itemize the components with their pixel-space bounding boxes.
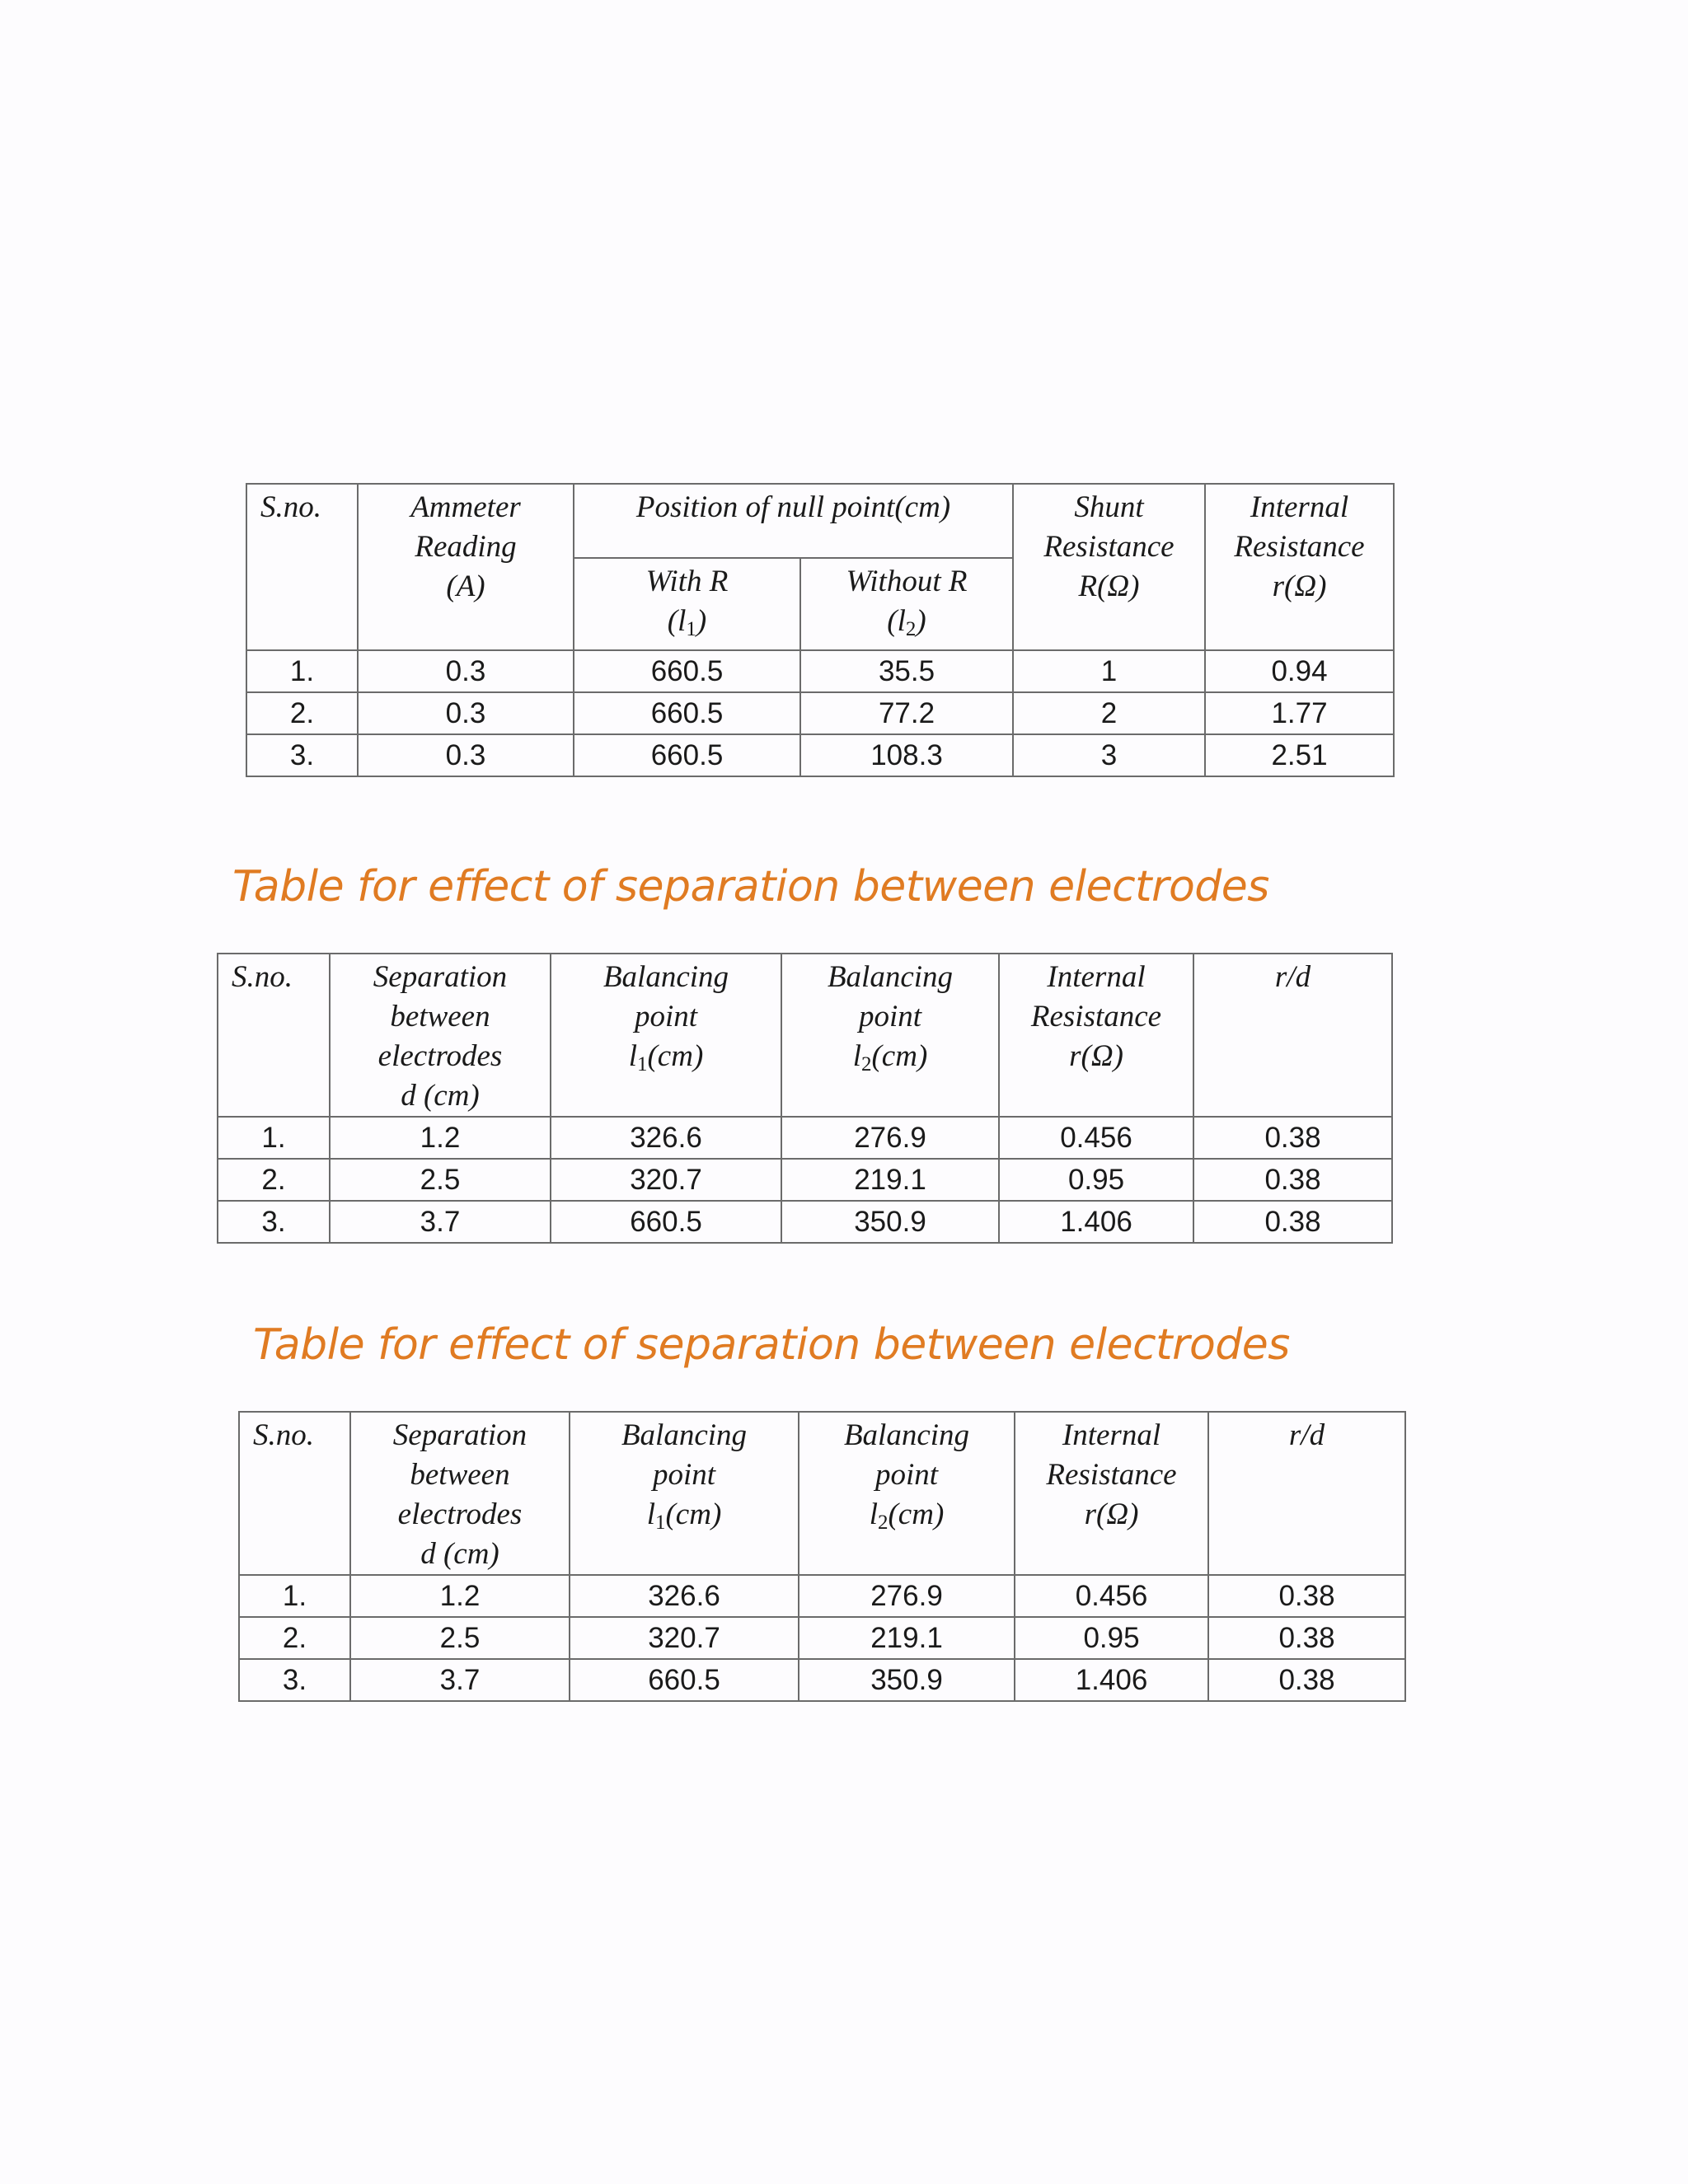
cell: 108.3 (800, 734, 1013, 776)
table-row (246, 734, 1394, 776)
cell: 0.38 (1193, 1159, 1392, 1201)
header-separation: Separation between electrodes d (cm) (330, 954, 551, 1117)
cell: 0.38 (1208, 1617, 1405, 1659)
null-point-table (246, 483, 1395, 777)
cell: 660.5 (570, 1659, 799, 1701)
header-internal-resistance: Internal Resistance r(Ω) (1015, 1412, 1208, 1575)
cell: 326.6 (551, 1117, 781, 1159)
cell: 2. (246, 692, 358, 734)
header-internal-resistance: Internal Resistance r(Ω) (999, 954, 1193, 1117)
cell: 660.5 (551, 1201, 781, 1243)
cell: 0.38 (1208, 1659, 1405, 1701)
header-internal-resistance: Internal Resistance r(Ω) (1205, 484, 1394, 650)
separation-table-duplicate (238, 1411, 1406, 1702)
header-r-over-d: r/d (1208, 1412, 1405, 1575)
cell: 77.2 (800, 692, 1013, 734)
cell: 2 (1013, 692, 1205, 734)
cell: 1. (246, 650, 358, 692)
cell: 2. (239, 1617, 350, 1659)
cell: 219.1 (799, 1617, 1015, 1659)
cell: 320.7 (551, 1159, 781, 1201)
header-sno: S.no. (239, 1412, 350, 1575)
cell: 276.9 (799, 1575, 1015, 1617)
cell: 326.6 (570, 1575, 799, 1617)
header-with-r: With R $(l_1)$ (574, 558, 800, 650)
header-balancing-point-l2: Balancing point $l_2(cm)$ (799, 1412, 1015, 1575)
cell: 2.5 (350, 1617, 570, 1659)
cell: 3. (239, 1659, 350, 1701)
cell: 0.456 (999, 1117, 1193, 1159)
cell: 350.9 (781, 1201, 999, 1243)
table-row (218, 1201, 1392, 1243)
cell: 3. (246, 734, 358, 776)
cell: 0.3 (358, 692, 574, 734)
table-row (218, 1117, 1392, 1159)
cell: 0.38 (1193, 1117, 1392, 1159)
cell: 3 (1013, 734, 1205, 776)
header-without-r: Without R $(l_2)$ (800, 558, 1013, 650)
cell: 1. (239, 1575, 350, 1617)
header-ammeter-reading: Ammeter Reading (A) (358, 484, 574, 650)
header-null-point: Position of null point(cm) (574, 484, 1013, 558)
table-row (218, 1159, 1392, 1201)
table-caption: Table for effect of separation between electrodes (232, 862, 1269, 912)
cell: 660.5 (574, 734, 800, 776)
header-balancing-point-l2: Balancing point $l_2(cm)$ (781, 954, 999, 1117)
cell: 0.95 (1015, 1617, 1208, 1659)
cell: 0.456 (1015, 1575, 1208, 1617)
cell: 350.9 (799, 1659, 1015, 1701)
cell: 3.7 (330, 1201, 551, 1243)
cell: 0.3 (358, 650, 574, 692)
header-sno: S.no. (218, 954, 330, 1117)
header-separation: Separation between electrodes d (cm) (350, 1412, 570, 1575)
cell: 3.7 (350, 1659, 570, 1701)
cell: 1. (218, 1117, 330, 1159)
separation-table (217, 953, 1393, 1244)
cell: 1.406 (999, 1201, 1193, 1243)
cell: 320.7 (570, 1617, 799, 1659)
cell: 0.38 (1208, 1575, 1405, 1617)
cell: 0.3 (358, 734, 574, 776)
cell: 1.2 (330, 1117, 551, 1159)
cell: 2.5 (330, 1159, 551, 1201)
table-caption: Table for effect of separation between electrodes (253, 1320, 1290, 1370)
cell: 1.2 (350, 1575, 570, 1617)
cell: 660.5 (574, 692, 800, 734)
header-sno: S.no. (246, 484, 358, 650)
cell: 2. (218, 1159, 330, 1201)
cell: 35.5 (800, 650, 1013, 692)
cell: 3. (218, 1201, 330, 1243)
table-row (246, 650, 1394, 692)
header-shunt-resistance: Shunt Resistance R(Ω) (1013, 484, 1205, 650)
cell: 1.77 (1205, 692, 1394, 734)
table-row (239, 1617, 1405, 1659)
header-balancing-point-l1: Balancing point $l_1(cm)$ (570, 1412, 799, 1575)
cell: 1 (1013, 650, 1205, 692)
header-balancing-point-l1: Balancing point $l_1(cm)$ (551, 954, 781, 1117)
cell: 219.1 (781, 1159, 999, 1201)
cell: 2.51 (1205, 734, 1394, 776)
cell: 276.9 (781, 1117, 999, 1159)
cell: 660.5 (574, 650, 800, 692)
table-row (239, 1575, 1405, 1617)
cell: 0.94 (1205, 650, 1394, 692)
header-r-over-d: r/d (1193, 954, 1392, 1117)
table-row (246, 692, 1394, 734)
cell: 1.406 (1015, 1659, 1208, 1701)
table-row (239, 1659, 1405, 1701)
cell: 0.95 (999, 1159, 1193, 1201)
cell: 0.38 (1193, 1201, 1392, 1243)
